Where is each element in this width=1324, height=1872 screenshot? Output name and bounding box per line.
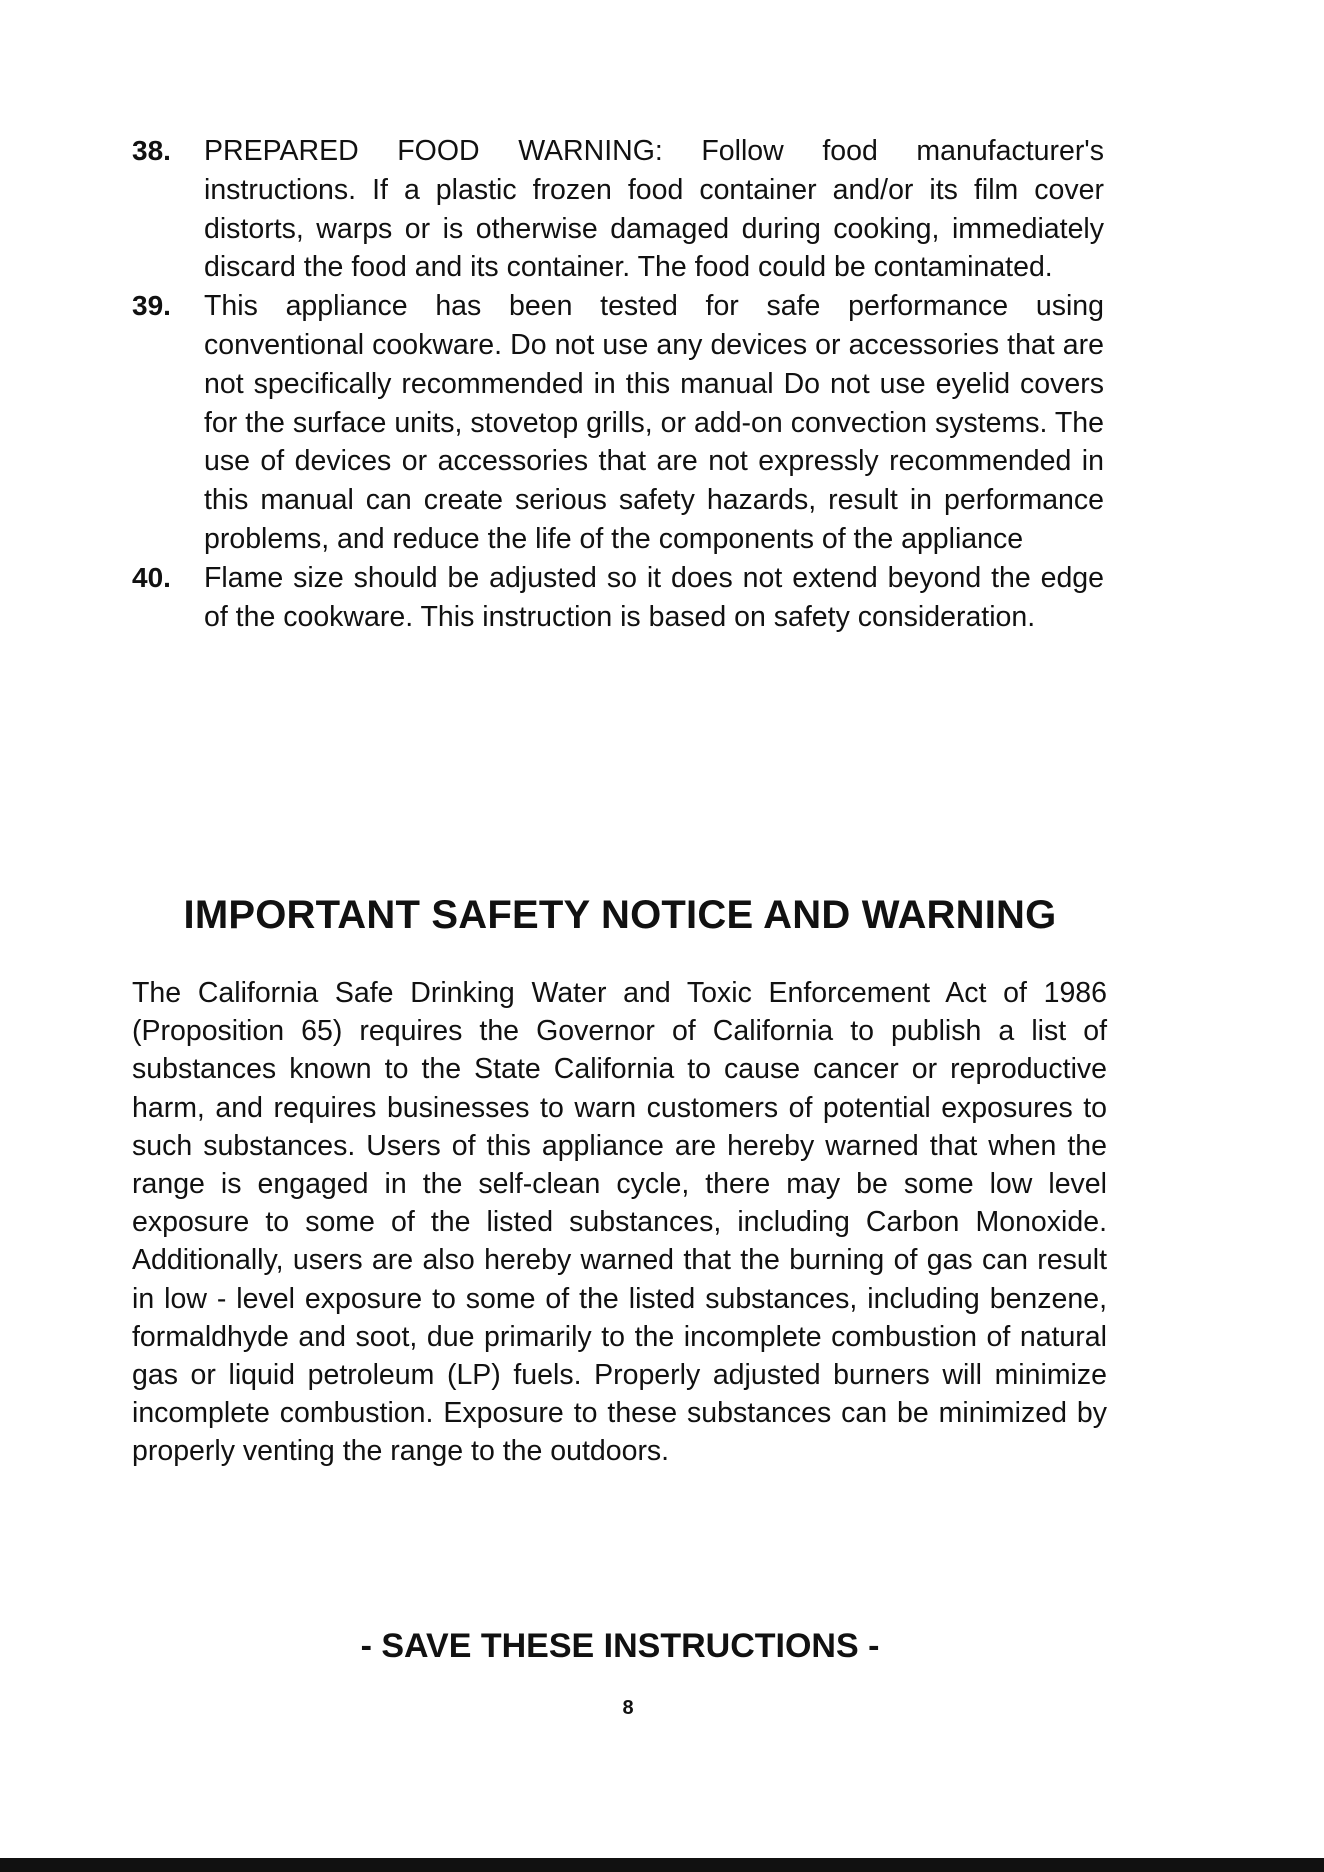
list-item: [132, 132, 1104, 287]
save-instructions-banner: - SAVE THESE INSTRUCTIONS -: [360, 1627, 880, 1665]
list-item: [132, 287, 1104, 559]
safety-instruction-list: [132, 132, 1104, 636]
page-number: 8: [622, 1697, 634, 1719]
list-item: [132, 559, 1104, 637]
notice-heading: IMPORTANT SAFETY NOTICE AND WARNING: [183, 893, 1057, 937]
item-number: 39.: [132, 290, 171, 322]
notice-body: The California Safe Drinking Water and Toxic Enforcement Act of 1986 (Proposition 65) requires the Governor of California to publish a list of substances known to the State California to cause cancer or reproductive harm, and requires businesses to warn customers of potential exposures to such substances. Users of this appliance are hereby warned that when the range is engaged in the self-clean cycle, there may be some low level exposure to some of the listed substances, including Carbon Monoxide. Additionally, users are also hereby warned that the burning of gas can result in low - level exposure to some of the listed substances, including benzene, formaldhyde and soot, due primarily to the incomplete combustion of natural gas or liquid petroleum (LP) fuels. Properly adjusted burners will minimize incomplete combustion. Exposure to these substances can be minimized by properly venting the range to the outdoors.: [132, 977, 1107, 1468]
item-number: 40.: [132, 561, 171, 593]
item-text: This appliance has been tested for safe performance using conventional cookware. Do not use any devices or accessories that are not specifically recommended in this manual Do not use eyelid covers for the surface units, stovetop grills, or add-on convection systems. The use of devices or accessories that are not expressly recommended in this manual can create serious safety hazards, result in performance problems, and reduce the life of the components of the appliance: [204, 290, 1104, 555]
item-text: PREPARED FOOD WARNING: Follow food manufacturer's instructions. If a plastic frozen food container and/or its film cover distorts, warps or is otherwise damaged during cooking, immediately discard the food and its container. The food could be contaminated.: [204, 135, 1104, 284]
item-number: 38.: [132, 135, 171, 166]
item-text: Flame size should be adjusted so it does not extend beyond the edge of the cookware. This instruction is based on safety consideration.: [204, 561, 1104, 633]
scan-edge-bar: [0, 1858, 1324, 1872]
